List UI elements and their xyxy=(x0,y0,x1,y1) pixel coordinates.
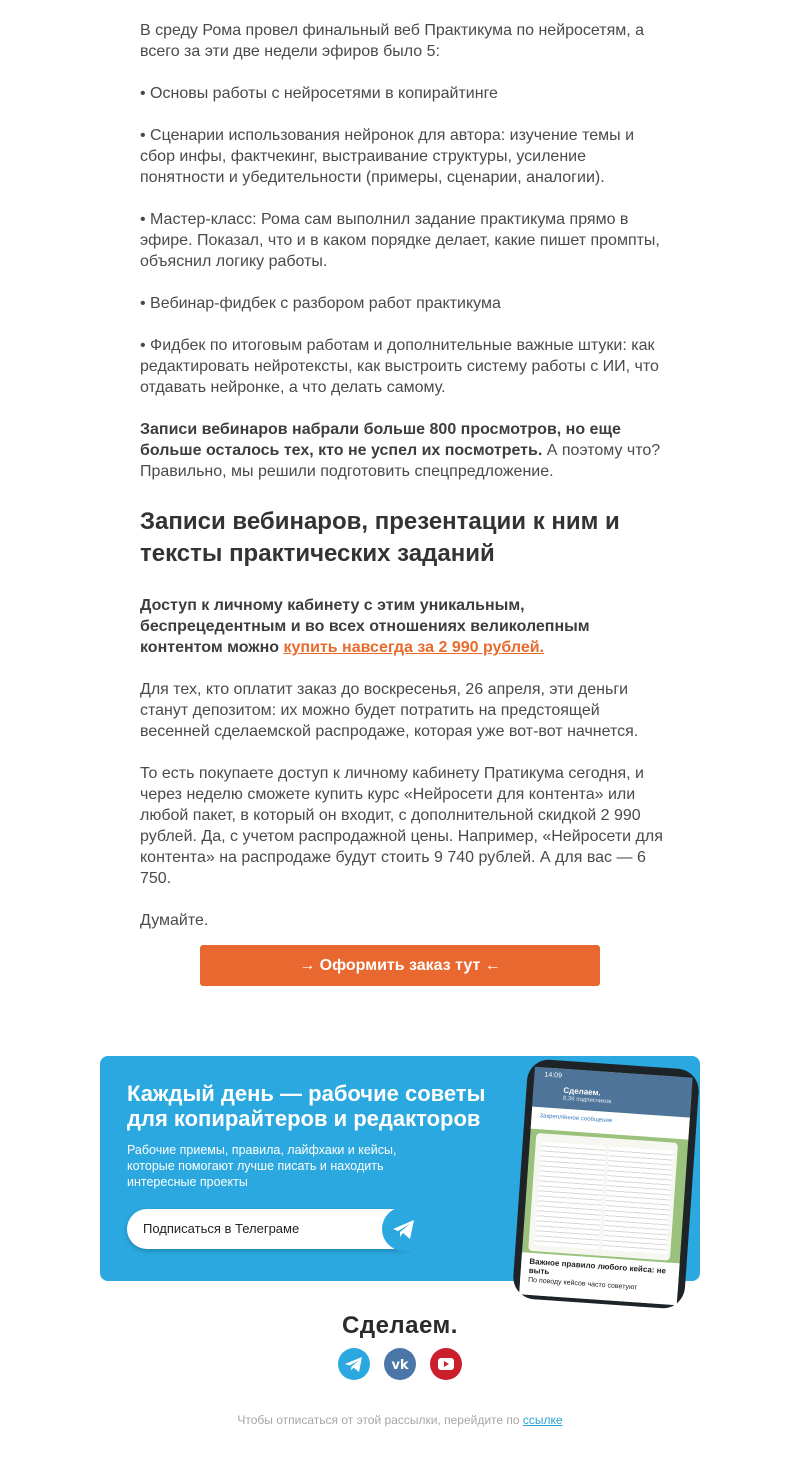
phone-post-column-left xyxy=(535,1141,606,1249)
subscribe-telegram-label: Подписаться в Телеграме xyxy=(143,1221,300,1236)
views-paragraph xyxy=(140,419,664,482)
offer-heading: Записи вебинаров, презентации к ним и тексты практических заданий xyxy=(140,508,620,567)
phone-post-image xyxy=(528,1133,678,1261)
banner-subtitle: Рабочие приемы, правила, лайфхаки и кейсы, которые помогают лучше писать и находить интересные проекты xyxy=(127,1143,397,1189)
intro-paragraph: В среду Рома провел финальный веб Практикума по нейросетям, а всего за эти две недели эфиров было 5: xyxy=(140,22,645,60)
youtube-icon[interactable] xyxy=(430,1348,462,1380)
bullet-1: • Основы работы с нейросетями в копирайтинге xyxy=(140,85,498,102)
phone-message-title: Важное правило любого кейса: не выть xyxy=(528,1256,667,1277)
phone-screen xyxy=(519,1067,693,1305)
bullet-5: • Фидбек по итоговым работам и дополнительные важные штуки: как редактировать нейротексты, как выстроить систему работы с ИИ, что отдавать нейронке, а что делать самому. xyxy=(140,337,659,396)
bullet-4: • Вебинар-фидбек с разбором работ практикума xyxy=(140,295,501,312)
phone-time: 14:09 xyxy=(544,1071,563,1080)
deposit-paragraph: Для тех, кто оплатит заказ до воскресенья, 26 апреля, эти деньги станут депозитом: их можно будет потратить на предстоящей весенней сделаемской распродаже, которая уже вот-вот начнется. xyxy=(140,681,639,740)
phone-message xyxy=(519,1252,680,1305)
telegram-banner[interactable] xyxy=(100,1056,700,1292)
svg-text:vk: vk xyxy=(391,1358,409,1373)
phone-pinned-label: Закреплённое сообщение xyxy=(539,1113,613,1125)
telegram-icon[interactable] xyxy=(338,1348,370,1380)
unsubscribe-footer xyxy=(0,1413,800,1427)
access-bold: Доступ к личному кабинету с этим уникальным, беспрецедентным и во всех отношениях великолепным контентом можно xyxy=(140,597,590,656)
access-paragraph xyxy=(140,595,664,658)
phone-subscribers: 8,3К подписчиков xyxy=(562,1095,612,1106)
brand-logo: Сделаем. xyxy=(342,1312,458,1339)
bullet-2: • Сценарии использования нейронок для автора: изучение темы и сбор инфы, фактчекинг, выстраивание структуры, усиление понятности и убедительности (примеры, сценарии, аналогии). xyxy=(140,127,634,186)
phone-mockup xyxy=(512,1058,700,1309)
telegram-plane-icon xyxy=(382,1207,426,1251)
order-button[interactable]: → Оформить заказ тут ← xyxy=(200,945,600,986)
vk-icon[interactable] xyxy=(384,1348,416,1380)
bullet-3: • Мастер-класс: Рома сам выполнил задание практикума прямо в эфире. Показал, что и в каком порядке делает, какие пишет промпты, объяснил логику работы. xyxy=(140,211,660,270)
example-paragraph: То есть покупаете доступ к личному кабинету Пратикума сегодня, и через неделю сможете купить курс «Нейросети для контента» или любой пакет, в который он входит, с дополнительной скидкой 2 990 рублей. Да, с учетом распродажной цены. Например, «Нейросети для контента» на распродаже будут стоить 9 740 рублей. А для вас — 6 750. xyxy=(140,765,663,887)
views-bold: Записи вебинаров набрали больше 800 просмотров, но еще больше осталось тех, кто не успел их посмотреть. xyxy=(140,421,621,459)
closing-paragraph: Думайте. xyxy=(140,912,209,929)
phone-message-text: По поводу кейсов часто советуют xyxy=(527,1276,638,1292)
email-body xyxy=(140,20,664,952)
unsubscribe-link[interactable]: ссылке xyxy=(522,1413,563,1427)
unsubscribe-text: Чтобы отписаться от этой рассылки, перейдите по xyxy=(237,1413,523,1427)
banner-title: Каждый день — рабочие советы для копирайтеров и редакторов xyxy=(127,1081,486,1131)
buy-link[interactable]: купить навсегда за 2 990 рублей. xyxy=(283,639,545,656)
views-rest: А поэтому что? Правильно, мы решили подготовить спецпредложение. xyxy=(140,442,661,480)
phone-channel-name: Сделаем. xyxy=(563,1085,601,1098)
social-links xyxy=(338,1348,462,1380)
subscribe-telegram-button[interactable] xyxy=(127,1209,420,1249)
phone-post-column-right xyxy=(602,1146,673,1254)
